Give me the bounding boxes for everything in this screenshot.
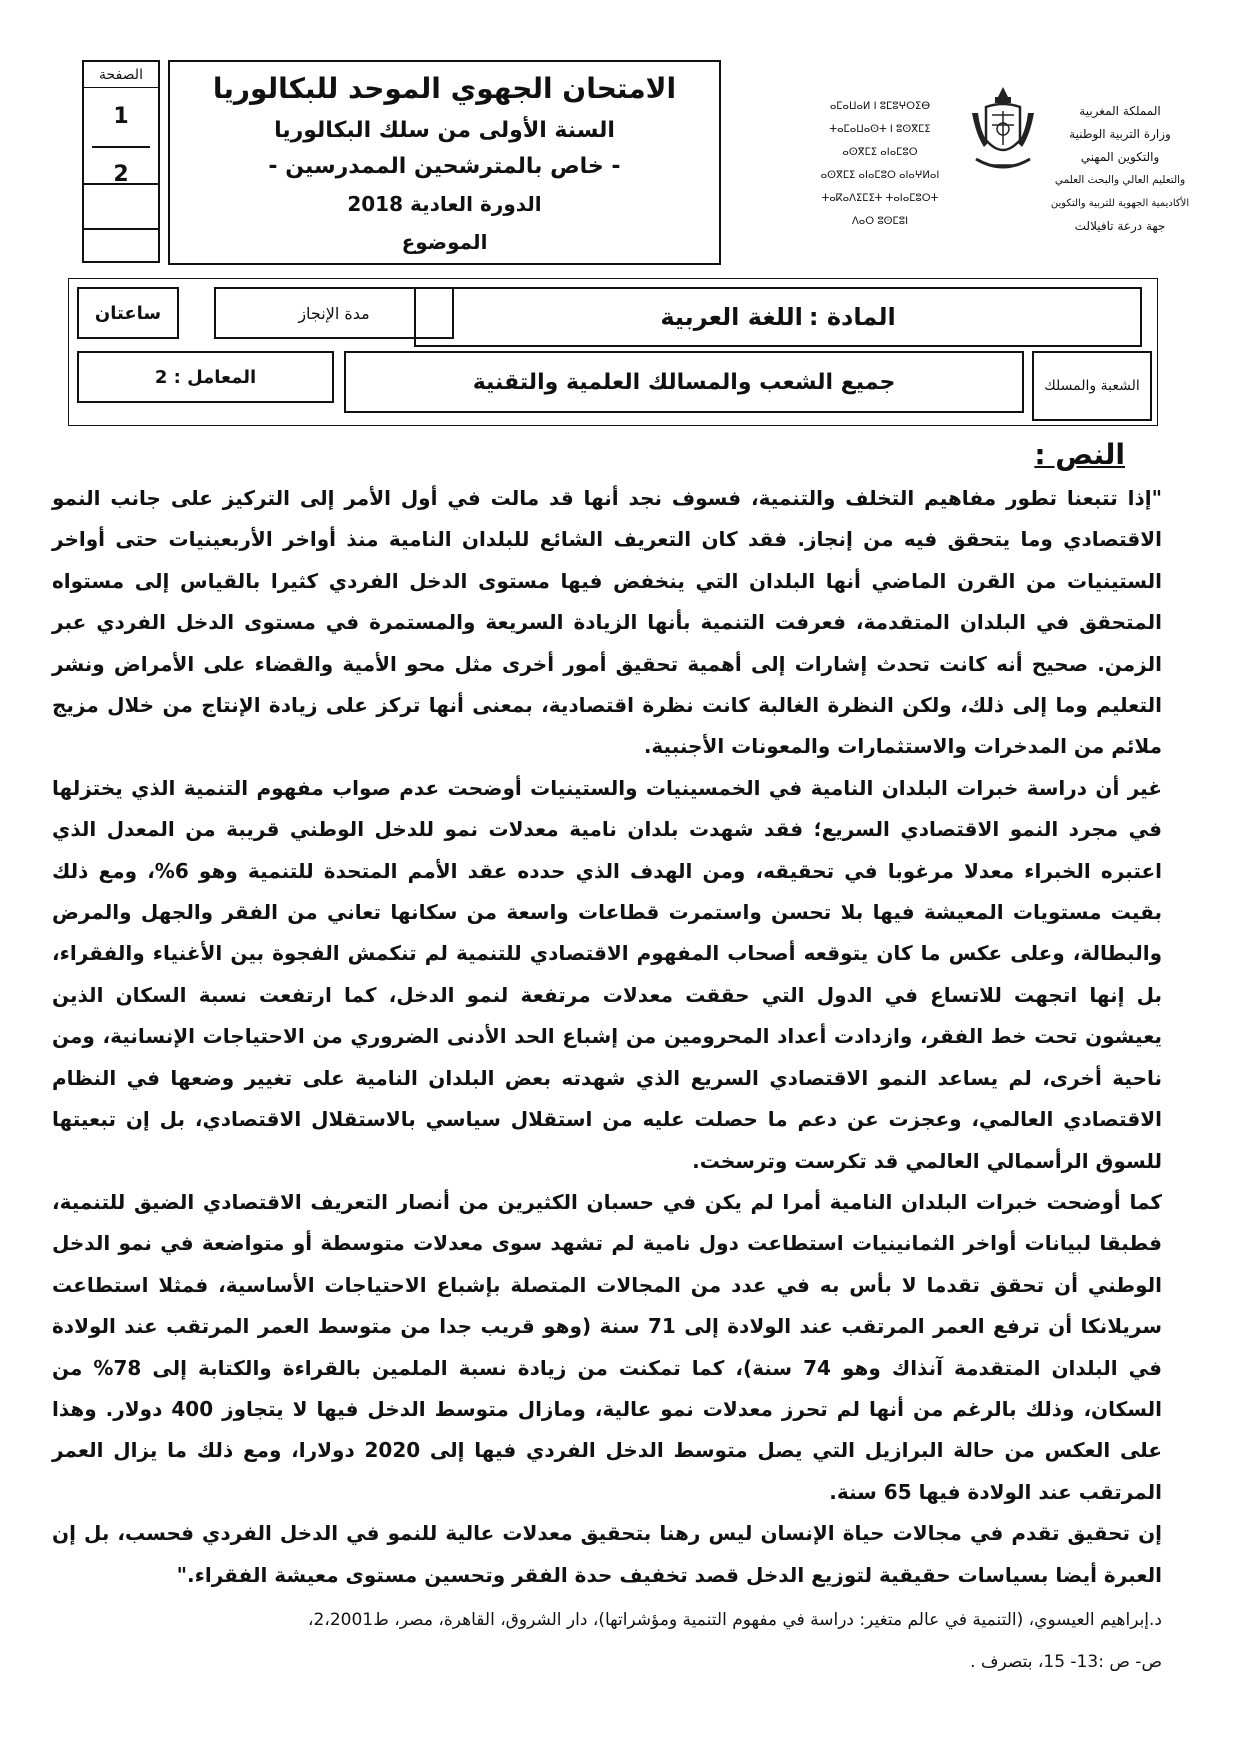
tifinagh-line: ⴰⵙⴳⵎⵉ ⴰⵏⴰⵎⵓⵔ [842, 147, 918, 158]
reference-line1: د.إبراهيم العيسوي، (التنمية في عالم متغير: دراسة في مفهوم التنمية ومؤشراتها)، دار الشروق، القاهرة، مصر، ط2،2001، [308, 1610, 1162, 1630]
subject-value: اللغة العربية [660, 303, 803, 331]
tifinagh-line: ⵜⴰⴽⴰⴷⵉⵎⵉⵜ ⵜⴰⵏⴰⵎⵓⵔⵜ [821, 193, 939, 204]
paragraph: "إذا تتبعنا تطور مفاهيم التخلف والتنمية، فسوف نجد أنها قد مالت في أول الأمر إلى التركيز على جانب النمو الاقتصادي وما يتحقق فيه من إنجاز. فقد كان التعريف الشائع للبلدان النامية منذ أواخر الأربعينيات حتى أواخر الستينيات من القرن الماضي أنها البلدان التي ينخفض فيها مستوى الدخل الفردي كثيرا بالقياس إلى مستواه المتحقق في البلدان المتقدمة، فعرفت التنمية بأنها الزيادة السريعة والمستمرة في مستوى الدخل الفردي عبر الزمن. صحيح أنه كانت تحدث إشارات إلى أهمية تحقيق أمور أخرى مثل محو الأمية والقضاء على الأمراض ونشر التعليم وما إلى ذلك، ولكن النظرة الغالبة كانت نظرة اقتصادية، بمعنى أنها تركز على زيادة الإنتاج من خلال مزيج ملائم من المدخرات والاستثمارات والمعونات الأجنبية. [52, 486, 1162, 759]
exam-subject-label: الموضوع [401, 230, 488, 254]
coefficient: المعامل : 2 [77, 351, 334, 403]
exam-title-line1: الامتحان الجهوي الموحد للبكالوريا [212, 72, 677, 105]
duration-value: ساعتان [77, 287, 179, 339]
exam-title-line2: السنة الأولى من سلك البكالوريا [274, 118, 615, 143]
tifinagh-line: ⵜⴰⵎⴰⵡⴰⵙⵜ ⵏ ⵓⵙⴳⵎⵉ [829, 124, 931, 135]
paragraph: كما أوضحت خبرات البلدان النامية أمرا لم يكن في حسبان الكثيرين من أنصار التعريف الاقتصادي الضيق للتنمية، فطبقا لبيانات أواخر الثمانينيات استطاعت دول نامية لم تشهد سوى معدلات متوسطة أو متواضعة في نمو الدخل الوطني أن تحقق تقدما لا بأس به في عدد من المجالات المتصلة بإشباع الاحتياجات الأساسية، فمثلا استطاعت سريلانكا أن ترفع العمر المرتقب عند الولادة إلى 71 سنة (وهو قريب جدا من متوسط العمر المرتقب عند الولادة في البلدان المتقدمة آنذاك وهو 74 سنة)، كما تمكنت من زيادة نسبة الملمين بالقراءة والكتابة إلى 78% من السكان، وذلك بالرغم من أنها لم تحرز معدلات نمو عالية، ومازال متوسط الدخل فيها لا يتجاوز 400 دولار. وهذا على العكس من حالة البرازيل التي يصل متوسط الدخل الفردي فيها إلى 2020 دولارا، ومع ذلك ما يزال العمر المرتقب عند الولادة فيها 65 سنة. [52, 1189, 1163, 1504]
tifinagh-line: ⴰⵎⴰⵡⴰⵍ ⵏ ⵓⵎⵓⵖⵔⵉⴱ [829, 101, 931, 112]
coat-of-arms-emblem [968, 85, 1038, 180]
exam-session: الدورة العادية 2018 [347, 192, 542, 216]
exam-title-line3: - خاص بالمترشحين الممدرسين - [268, 154, 621, 179]
stream-value: جميع الشعب والمسالك العلمية والتقنية [344, 351, 1024, 413]
exam-header [50, 45, 1190, 270]
exam-title-box [168, 60, 721, 265]
tifinagh-line: ⴰⵙⴳⵎⵉ ⴰⵏⴰⵎⵓⵔ ⴰⵏⴰⵖⵍⴰⵏ [820, 170, 940, 181]
ministry-line: والتكوين المهني [1080, 150, 1160, 164]
subject-label: المادة : [808, 303, 896, 331]
subject-cell [414, 287, 1142, 347]
page-total: 2 [113, 161, 129, 187]
tifinagh-line: ⴷⴰⵔ ⵓⵙⵎⵓⵏ [851, 216, 909, 227]
ministry-line: والتعليم العالي والبحث العلمي [1054, 174, 1186, 186]
reference-line2: ص- ص :13- 15، بتصرف . [970, 1652, 1162, 1672]
ministry-line: الأكاديمية الجهوية للتربية والتكوين [1050, 198, 1190, 209]
ministry-line: المملكة المغربية [1079, 104, 1161, 118]
duration-label: مدة الإنجاز [214, 287, 454, 339]
paragraph: غير أن دراسة خبرات البلدان النامية في الخمسينيات والستينيات أوضحت عدم صواب مفهوم التنمية الذي يختزلها في مجرد النمو الاقتصادي السريع؛ فقد شهدت بلدان نامية معدلات نمو للدخل الوطني قريبة من المعدل الذي اعتبره الخبراء معدلا مرغوبا في تحقيقه، ومن الهدف الذي حدده عقد الأمم المتحدة للتنمية وهو 6%، ومع ذلك بقيت مستويات المعيشة فيها بلا تحسن واستمرت قطاعات واسعة من سكانها تعاني من الفقر والجهل والمرض والبطالة، وعلى عكس ما كان يتوقعه أصحاب المفهوم الاقتصادي للتنمية لم تنكمش الفجوة بين الأغنياء والفقراء، بل إنها اتجهت للاتساع في الدول التي حققت معدلات مرتفعة لنمو الدخل، كما ارتفعت نسبة السكان الذين يعيشون تحت خط الفقر، وازدادت أعداد المحرومين من إشباع الحد الأدنى الضروري من الاحتياجات الإنسانية، ومن ناحية أخرى، لم يساعد النمو الاقتصادي السريع الذي شهدته بعض البلدان النامية على تغيير وضعها في النظام الاقتصادي العالمي، وعجزت عن دعم ما حصلت عليه من استقلال سياسي بالاستقلال الاقتصادي، بل إن تبعيتها للسوق الرأسمالي العالمي قد تكرست وترسخت. [52, 775, 1162, 1173]
stream-label: الشعبة والمسلك [1032, 351, 1152, 421]
paragraph: إن تحقيق تقدم في مجالات حياة الإنسان ليس رهنا بتحقيق معدلات عالية للنمو في الدخل الفردي فحسب، بل إن العبرة أيضا بسياسات حقيقية لتوزيع الدخل قصد تخفيف حدة الفقر وتحسين مستوى معيشة الفقراء." [52, 1521, 1162, 1587]
article-body [52, 478, 1163, 1587]
info-table [68, 278, 1158, 426]
blank-box [82, 183, 160, 263]
page-label: الصفحة [84, 62, 158, 88]
ministry-line: جهة درعة تافيلالت [1074, 219, 1166, 233]
tifinagh-block [795, 95, 965, 265]
page-current: 1 [113, 103, 129, 129]
ministry-line: وزارة التربية الوطنية [1069, 127, 1171, 141]
text-heading: النص : [1034, 438, 1125, 471]
ministry-block [1045, 100, 1195, 265]
